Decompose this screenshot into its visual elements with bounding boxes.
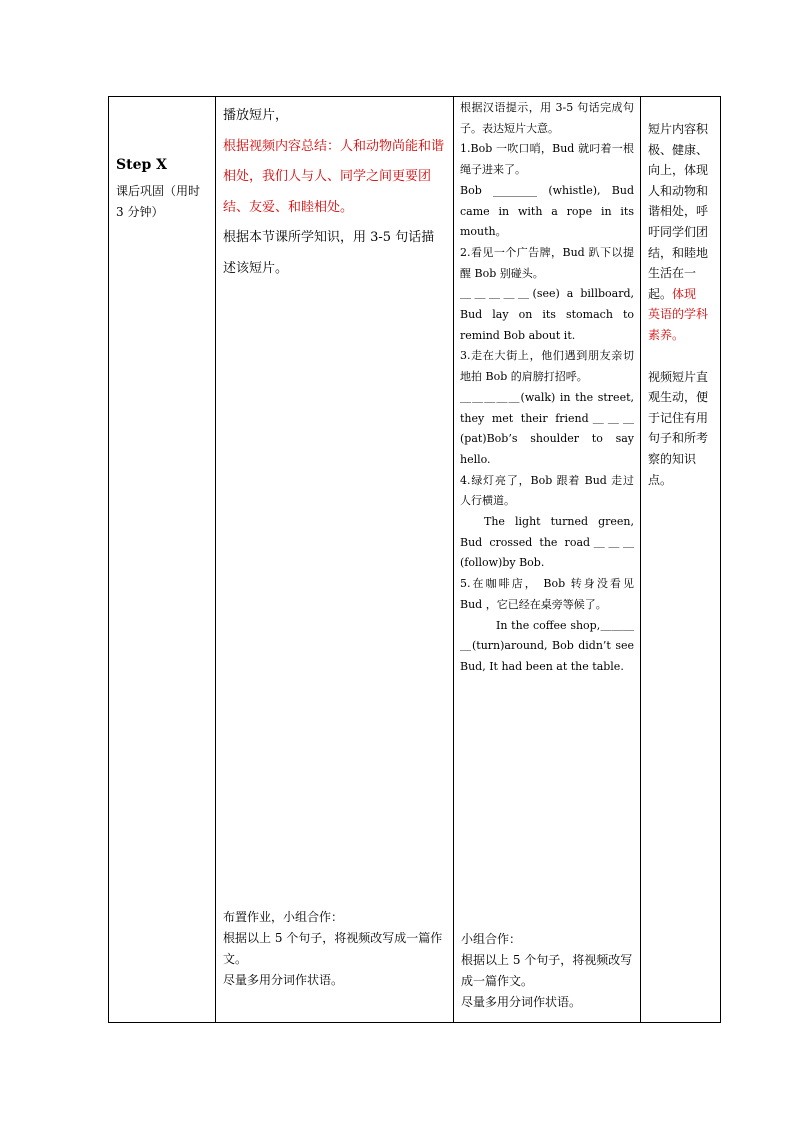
homework-heading: 布置作业，小组合作：: [223, 910, 344, 924]
purpose-cell: [641, 97, 721, 1023]
exercise-item-en: ＿＿＿＿＿(walk) in the street, they met their friend＿＿＿(pat)Bob’s shoulder to say hello.: [460, 390, 634, 466]
homework-line: 根据以上 5 个句子，将视频改写成一篇作文。: [223, 931, 443, 966]
exercise-item-cn: 4.绿灯亮了，Bob 跟着 Bud 走过人行横道。: [460, 473, 634, 508]
exercise-item-en: Bob ________ (whistle), Bud came in with a rope in its mouth。: [460, 183, 634, 239]
exercise-item-cn: 2.看见一个广告牌，Bud 趴下以提醒 Bob 别碰头。: [460, 245, 634, 280]
exercise-item-en: ＿＿＿＿＿(see) a billboard, Bud lay on its stomach to remind Bob about it.: [460, 287, 634, 342]
lesson-plan-table: [108, 96, 721, 1023]
exercise-item-en: The light turned green, Bud crossed the road＿＿＿(follow)by Bob.: [460, 515, 634, 570]
table-row: [109, 97, 721, 1023]
exercise-cell: [454, 97, 641, 1023]
group-heading: 小组合作：: [461, 932, 522, 946]
purpose-text-main: 短片内容积极、健康、向上，体现人和动物和谐相处，呼吁同学们团结，和睦地生活在一起。: [648, 122, 709, 301]
activity-intro: 播放短片，: [223, 108, 289, 123]
homework-line: 尽量多用分词作状语。: [223, 973, 344, 987]
exercise-instruction: 根据汉语提示，用 3-5 句话完成句子。表达短片大意。: [460, 101, 634, 135]
step-description: 课后巩固（用时 3 分钟）: [116, 184, 201, 219]
activity-cell: [216, 97, 454, 1023]
activity-task: 根据本节课所学知识，用 3-5 句话描述该短片。: [223, 230, 435, 276]
exercise-item-cn: 3.走在大街上，他们遇到朋友亲切地拍 Bob 的肩膀打招呼。: [460, 349, 634, 384]
step-title: Step X: [116, 157, 168, 173]
purpose-text: [648, 119, 708, 346]
activity-summary: 根据视频内容总结：人和动物尚能和谐相处，我们人与人、同学之间更要团结、友爱、和睦相处。: [223, 138, 445, 215]
group-line: 尽量多用分词作状语。: [461, 995, 582, 1009]
purpose-text-highlight: 体现英语的学科素养。: [648, 286, 709, 342]
step-cell: [109, 97, 216, 1023]
exercise-item-en: In the coffee shop,＿＿＿＿(turn)around, Bob didn’t see Bud, It had been at the table.: [460, 618, 634, 673]
purpose-video-note: 视频短片直观生动，便于记住有用句子和所考察的知识点。: [648, 369, 709, 487]
exercise-item-cn: 1.Bob 一吹口哨，Bud 就叼着一根绳子进来了。: [460, 142, 634, 177]
group-line: 根据以上 5 个句子，将视频改写成一篇作文。: [461, 953, 633, 988]
exercise-item-cn: 5.在咖啡店， Bob 转身没看见 Bud ，它已经在桌旁等候了。: [460, 577, 634, 611]
